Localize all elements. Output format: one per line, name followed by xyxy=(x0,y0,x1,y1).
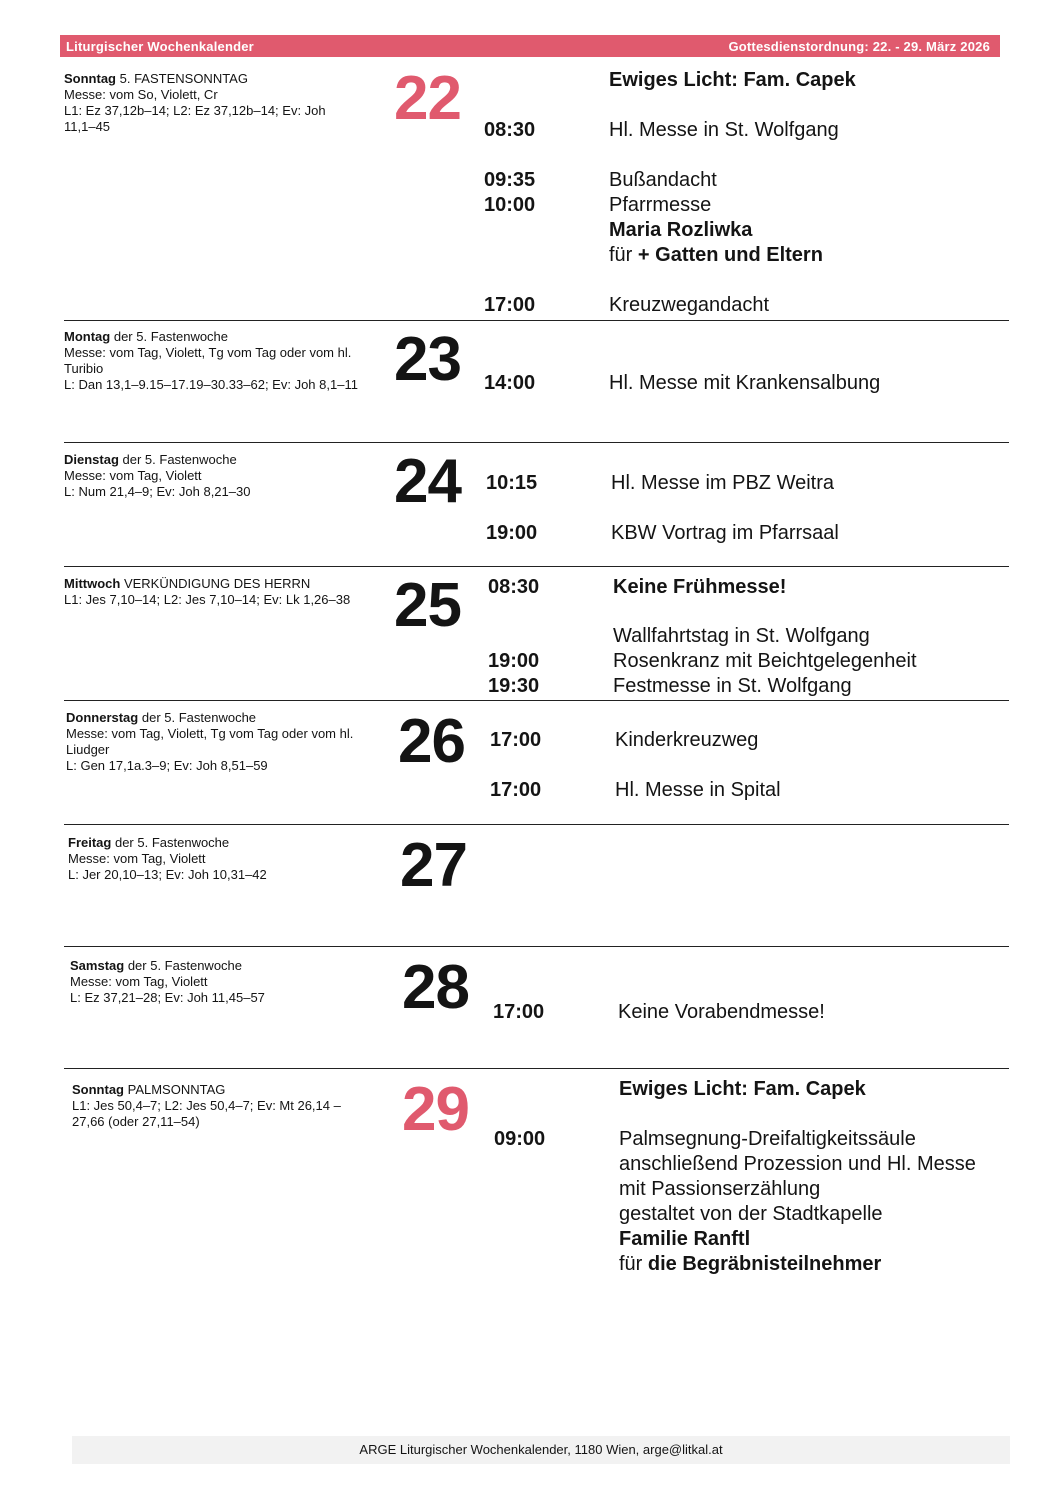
liturgy-info xyxy=(64,71,384,135)
weekday: Mittwoch xyxy=(64,576,121,591)
liturgy-line: Messe: vom Tag, Violett xyxy=(68,851,206,866)
header-bar xyxy=(60,35,1000,57)
liturgy-line: L: Num 21,4–9; Ev: Joh 8,21–30 xyxy=(64,484,251,499)
day-block-23 xyxy=(64,320,1009,443)
entry-time: 19:30 xyxy=(488,675,540,697)
entry-text-bold: die Begräbnisteilnehmer xyxy=(647,1253,882,1275)
day-block-28 xyxy=(64,946,1009,1069)
footer: ARGE Liturgischer Wochenkalender, 1180 Wien, arge@litkal.at xyxy=(72,1436,1010,1464)
entry-text: Ewiges Licht: Fam. Capek xyxy=(609,69,856,91)
entry-time: 14:00 xyxy=(484,372,536,394)
weekday: Sonntag xyxy=(72,1082,124,1097)
feast: der 5. Fastenwoche xyxy=(127,958,243,973)
day-block-25 xyxy=(64,566,1009,701)
day-block-22 xyxy=(64,66,1009,320)
entry-text: Keine Vorabendmesse! xyxy=(618,1001,825,1023)
entry-time: 09:00 xyxy=(494,1128,546,1150)
liturgy-line: L: Jer 20,10–13; Ev: Joh 10,31–42 xyxy=(68,867,267,882)
liturgy-line: L: Ez 37,21–28; Ev: Joh 11,45–57 xyxy=(70,990,265,1005)
day-number: 23 xyxy=(394,325,461,394)
liturgy-info xyxy=(64,329,384,393)
day-number: 28 xyxy=(402,953,469,1022)
entry-text: mit Passionserzählung xyxy=(619,1178,821,1200)
entry-text: Kreuzwegandacht xyxy=(609,294,770,316)
entry-time: 08:30 xyxy=(488,576,540,598)
liturgy-line: Liudger xyxy=(66,742,110,757)
entry-text-bold: + Gatten und Eltern xyxy=(637,244,823,266)
feast: der 5. Fastenwoche xyxy=(141,710,257,725)
calendar-title: Liturgischer Wochenkalender xyxy=(66,38,254,54)
entry-text-prefix: für xyxy=(619,1253,648,1275)
liturgy-line: 27,66 (oder 27,11–54) xyxy=(72,1114,200,1129)
entry-time: 19:00 xyxy=(488,650,540,672)
entry-time: 10:00 xyxy=(484,194,536,216)
liturgy-info xyxy=(64,576,384,608)
entry-time: 19:00 xyxy=(486,522,538,544)
entry-text xyxy=(619,1252,881,1277)
entry-text xyxy=(609,243,823,268)
day-number: 22 xyxy=(394,64,461,133)
entry-text: Maria Rozliwka xyxy=(609,219,753,241)
liturgy-info xyxy=(68,835,388,883)
weekday: Montag xyxy=(64,329,111,344)
liturgy-line: L1: Jes 7,10–14; L2: Jes 7,10–14; Ev: Lk 1,26–38 xyxy=(64,592,351,607)
liturgy-info xyxy=(70,958,390,1006)
day-number: 29 xyxy=(402,1075,469,1144)
liturgy-line: L: Dan 13,1–9.15–17.19–30.33–62; Ev: Joh 8,1–11 xyxy=(64,377,358,392)
entry-text: Keine Frühmesse! xyxy=(613,576,787,598)
entry-time: 10:15 xyxy=(486,472,538,494)
entry-text: Wallfahrtstag in St. Wolfgang xyxy=(613,625,870,647)
feast: PALMSONNTAG xyxy=(127,1082,226,1097)
entry-text: anschließend Prozession und Hl. Messe xyxy=(619,1153,976,1175)
entry-text: Pfarrmesse xyxy=(609,194,712,216)
weekday: Sonntag xyxy=(64,71,116,86)
entry-text: Festmesse in St. Wolfgang xyxy=(613,675,852,697)
day-number: 24 xyxy=(394,447,461,516)
day-number: 25 xyxy=(394,571,461,640)
entry-text: Kinderkreuzweg xyxy=(615,729,759,751)
feast: der 5. Fastenwoche xyxy=(113,329,229,344)
weekday: Samstag xyxy=(70,958,125,973)
liturgy-line: L1: Ez 37,12b–14; L2: Ez 37,12b–14; Ev: Joh xyxy=(64,103,326,118)
feast: VERKÜNDIGUNG DES HERRN xyxy=(123,576,311,591)
liturgy-line: Messe: vom Tag, Violett xyxy=(70,974,208,989)
entry-text: Bußandacht xyxy=(609,169,717,191)
entry-text: Hl. Messe im PBZ Weitra xyxy=(611,472,834,494)
liturgy-line: 11,1–45 xyxy=(64,119,111,134)
feast: 5. FASTENSONNTAG xyxy=(119,71,248,86)
entry-time: 17:00 xyxy=(484,294,536,316)
entry-text: Hl. Messe in St. Wolfgang xyxy=(609,119,839,141)
entry-text: Familie Ranftl xyxy=(619,1228,751,1250)
liturgy-line: Messe: vom So, Violett, Cr xyxy=(64,87,218,102)
day-block-24 xyxy=(64,442,1009,567)
weekday: Donnerstag xyxy=(66,710,139,725)
day-block-26 xyxy=(64,700,1009,825)
liturgy-info xyxy=(64,452,384,500)
liturgy-info xyxy=(66,710,386,774)
entry-time: 08:30 xyxy=(484,119,536,141)
feast: der 5. Fastenwoche xyxy=(122,452,237,467)
service-order-range: Gottesdienstordnung: 22. - 29. März 2026 xyxy=(728,38,990,54)
entry-time: 17:00 xyxy=(490,779,542,801)
entry-time: 17:00 xyxy=(490,729,542,751)
day-number: 27 xyxy=(400,831,467,900)
liturgy-line: Turibio xyxy=(64,361,104,376)
entry-text: Rosenkranz mit Beichtgelegenheit xyxy=(613,650,917,672)
day-block-27 xyxy=(64,824,1009,947)
day-number: 26 xyxy=(398,707,465,776)
liturgy-line: L: Gen 17,1a.3–9; Ev: Joh 8,51–59 xyxy=(66,758,268,773)
entry-time: 17:00 xyxy=(493,1001,545,1023)
entry-text: KBW Vortrag im Pfarrsaal xyxy=(611,522,839,544)
day-block-29 xyxy=(64,1068,1009,1289)
liturgy-line: Messe: vom Tag, Violett xyxy=(64,468,202,483)
entry-text-prefix: für xyxy=(609,244,638,266)
feast: der 5. Fastenwoche xyxy=(114,835,230,850)
liturgy-info xyxy=(72,1082,392,1130)
liturgy-line: L1: Jes 50,4–7; L2: Jes 50,4–7; Ev: Mt 26,14 – xyxy=(72,1098,341,1113)
entry-text: Palmsegnung-Dreifaltigkeitssäule xyxy=(619,1128,916,1150)
entry-time: 09:35 xyxy=(484,169,536,191)
entry-text: Ewiges Licht: Fam. Capek xyxy=(619,1078,866,1100)
entry-text: Hl. Messe in Spital xyxy=(615,779,781,801)
weekday: Dienstag xyxy=(64,452,119,467)
entry-text: gestaltet von der Stadtkapelle xyxy=(619,1203,883,1225)
liturgy-line: Messe: vom Tag, Violett, Tg vom Tag oder vom hl. xyxy=(66,726,354,741)
liturgy-line: Messe: vom Tag, Violett, Tg vom Tag oder vom hl. xyxy=(64,345,352,360)
entry-text: Hl. Messe mit Krankensalbung xyxy=(609,372,881,394)
weekday: Freitag xyxy=(68,835,112,850)
